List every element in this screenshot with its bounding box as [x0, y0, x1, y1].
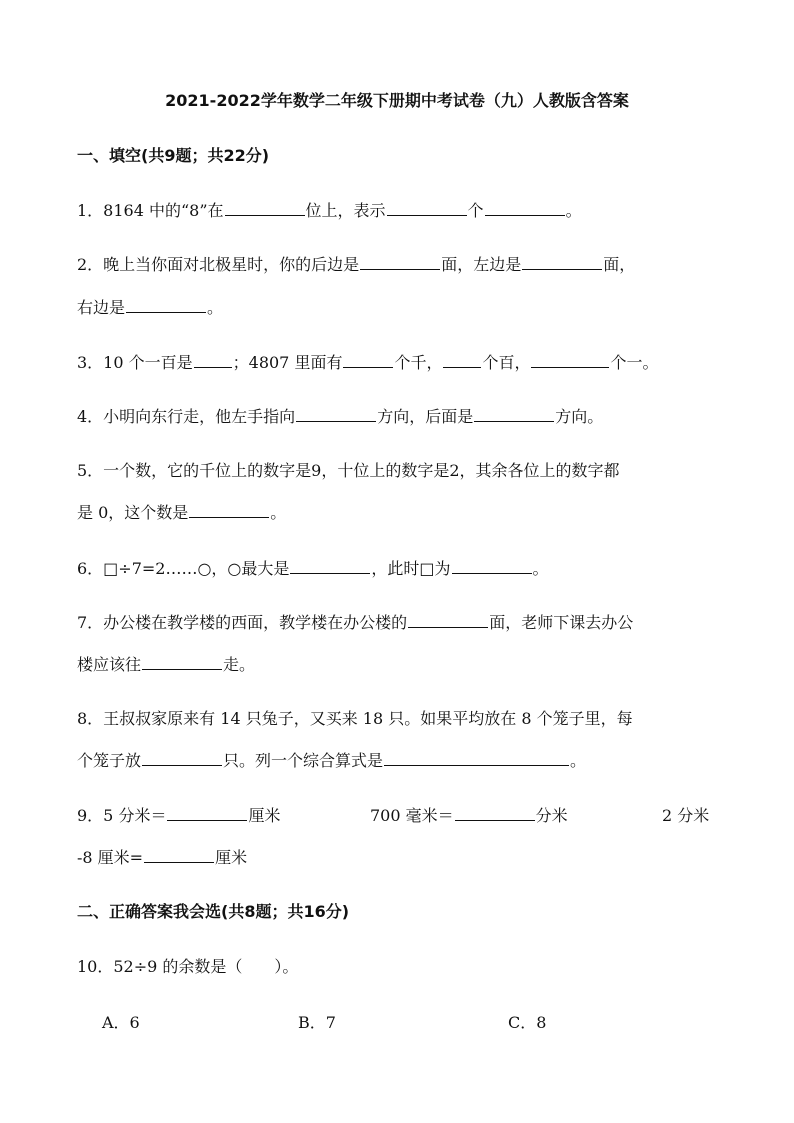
question-text: 。 [570, 751, 587, 770]
question-8-cont [77, 748, 586, 771]
question-text: -8 厘米= [77, 848, 144, 867]
answer-blank[interactable] [474, 405, 554, 422]
answer-blank[interactable] [142, 749, 222, 766]
answer-blank[interactable] [531, 351, 609, 368]
answer-blank[interactable] [126, 296, 206, 313]
answer-blank[interactable] [194, 351, 232, 368]
question-9-part-2 [370, 803, 568, 826]
answer-blank[interactable] [408, 611, 488, 628]
question-2 [77, 252, 635, 275]
question-text: 2．晚上当你面对北极星时，你的后边是 [77, 255, 360, 274]
question-text: 面，老师下课去办公 [489, 613, 634, 632]
question-text: 9．5 分米＝ [77, 806, 167, 825]
option-a[interactable]: A．6 [102, 1013, 140, 1032]
question-5-cont [77, 500, 286, 523]
question-9-cont [77, 845, 247, 868]
question-text: 方向，后面是 [377, 407, 474, 426]
question-text: ，此时□为 [371, 559, 451, 578]
question-4 [77, 404, 603, 427]
question-text: 面， [603, 255, 636, 274]
question-text: 分米 [535, 806, 568, 825]
question-3 [77, 350, 659, 373]
question-text: 楼应该往 [77, 655, 142, 674]
question-text: 走。 [223, 655, 256, 674]
question-text: 个百， [482, 353, 531, 372]
question-text: 厘米 [248, 806, 281, 825]
question-2-cont [77, 295, 223, 318]
question-text: 4．小明向东行走，他左手指向 [77, 407, 296, 426]
question-text: 5．一个数，它的千位上的数字是9，十位上的数字是2，其余各位上的数字都 [77, 461, 620, 480]
option-b[interactable]: B．7 [298, 1013, 336, 1032]
question-text: 。 [565, 201, 582, 220]
question-5 [77, 458, 620, 481]
question-text: 1．8164 中的“8”在 [77, 201, 224, 220]
question-text: 个一。 [610, 353, 659, 372]
page-title: 2021-2022学年数学二年级下册期中考试卷（九）人教版含答案 [165, 91, 629, 110]
answer-blank[interactable] [485, 199, 565, 216]
question-text: 。 [207, 298, 224, 317]
question-text: 6．□÷7=2……○，○最大是 [77, 559, 290, 578]
question-text: 。 [532, 559, 549, 578]
question-text: 厘米 [215, 848, 248, 867]
answer-blank[interactable] [296, 405, 376, 422]
question-text: 8．王叔叔家原来有 14 只兔子，又买来 18 只。如果平均放在 8 个笼子里，每 [77, 709, 633, 728]
question-text: 右边是 [77, 298, 126, 317]
question-6 [77, 556, 549, 579]
section-heading-multiple-choice: 二、正确答案我会选(共8题；共16分) [77, 902, 350, 921]
question-text: 是 0，这个数是 [77, 503, 189, 522]
question-10: 10．52÷9 的余数是（ ）。 [77, 957, 299, 976]
question-text: 700 毫米＝ [370, 806, 454, 825]
answer-blank[interactable] [225, 199, 305, 216]
question-text: 2 分米 [662, 806, 710, 825]
answer-blank[interactable] [387, 199, 467, 216]
answer-blank[interactable] [290, 557, 370, 574]
answer-blank[interactable] [522, 253, 602, 270]
question-text: 。 [270, 503, 287, 522]
section-heading-fill-blank: 一、填空(共9题；共22分) [77, 146, 270, 165]
answer-blank[interactable] [189, 501, 269, 518]
question-text: 7．办公楼在教学楼的西面，教学楼在办公楼的 [77, 613, 408, 632]
answer-blank[interactable] [452, 557, 532, 574]
question-text: 面，左边是 [441, 255, 522, 274]
answer-blank[interactable] [455, 804, 535, 821]
question-1 [77, 198, 582, 221]
question-text: 个 [467, 201, 484, 220]
question-text: ；4807 里面有 [232, 353, 343, 372]
answer-blank[interactable] [443, 351, 481, 368]
answer-blank[interactable] [142, 653, 222, 670]
answer-blank[interactable] [384, 749, 569, 766]
answer-blank[interactable] [144, 846, 214, 863]
question-text: 个千， [394, 353, 443, 372]
question-9-part-3 [662, 803, 709, 826]
question-text: 只。列一个综合算式是 [223, 751, 384, 770]
question-text: 方向。 [555, 407, 604, 426]
question-text: 3．10 个一百是 [77, 353, 193, 372]
question-8 [77, 706, 633, 729]
question-9-part-1 [77, 803, 280, 826]
question-7 [77, 610, 633, 633]
answer-blank[interactable] [167, 804, 247, 821]
question-text: 个笼子放 [77, 751, 142, 770]
option-c[interactable]: C．8 [508, 1013, 547, 1032]
answer-blank[interactable] [360, 253, 440, 270]
question-text: 位上，表示 [305, 201, 386, 220]
answer-blank[interactable] [343, 351, 393, 368]
question-7-cont [77, 652, 255, 675]
